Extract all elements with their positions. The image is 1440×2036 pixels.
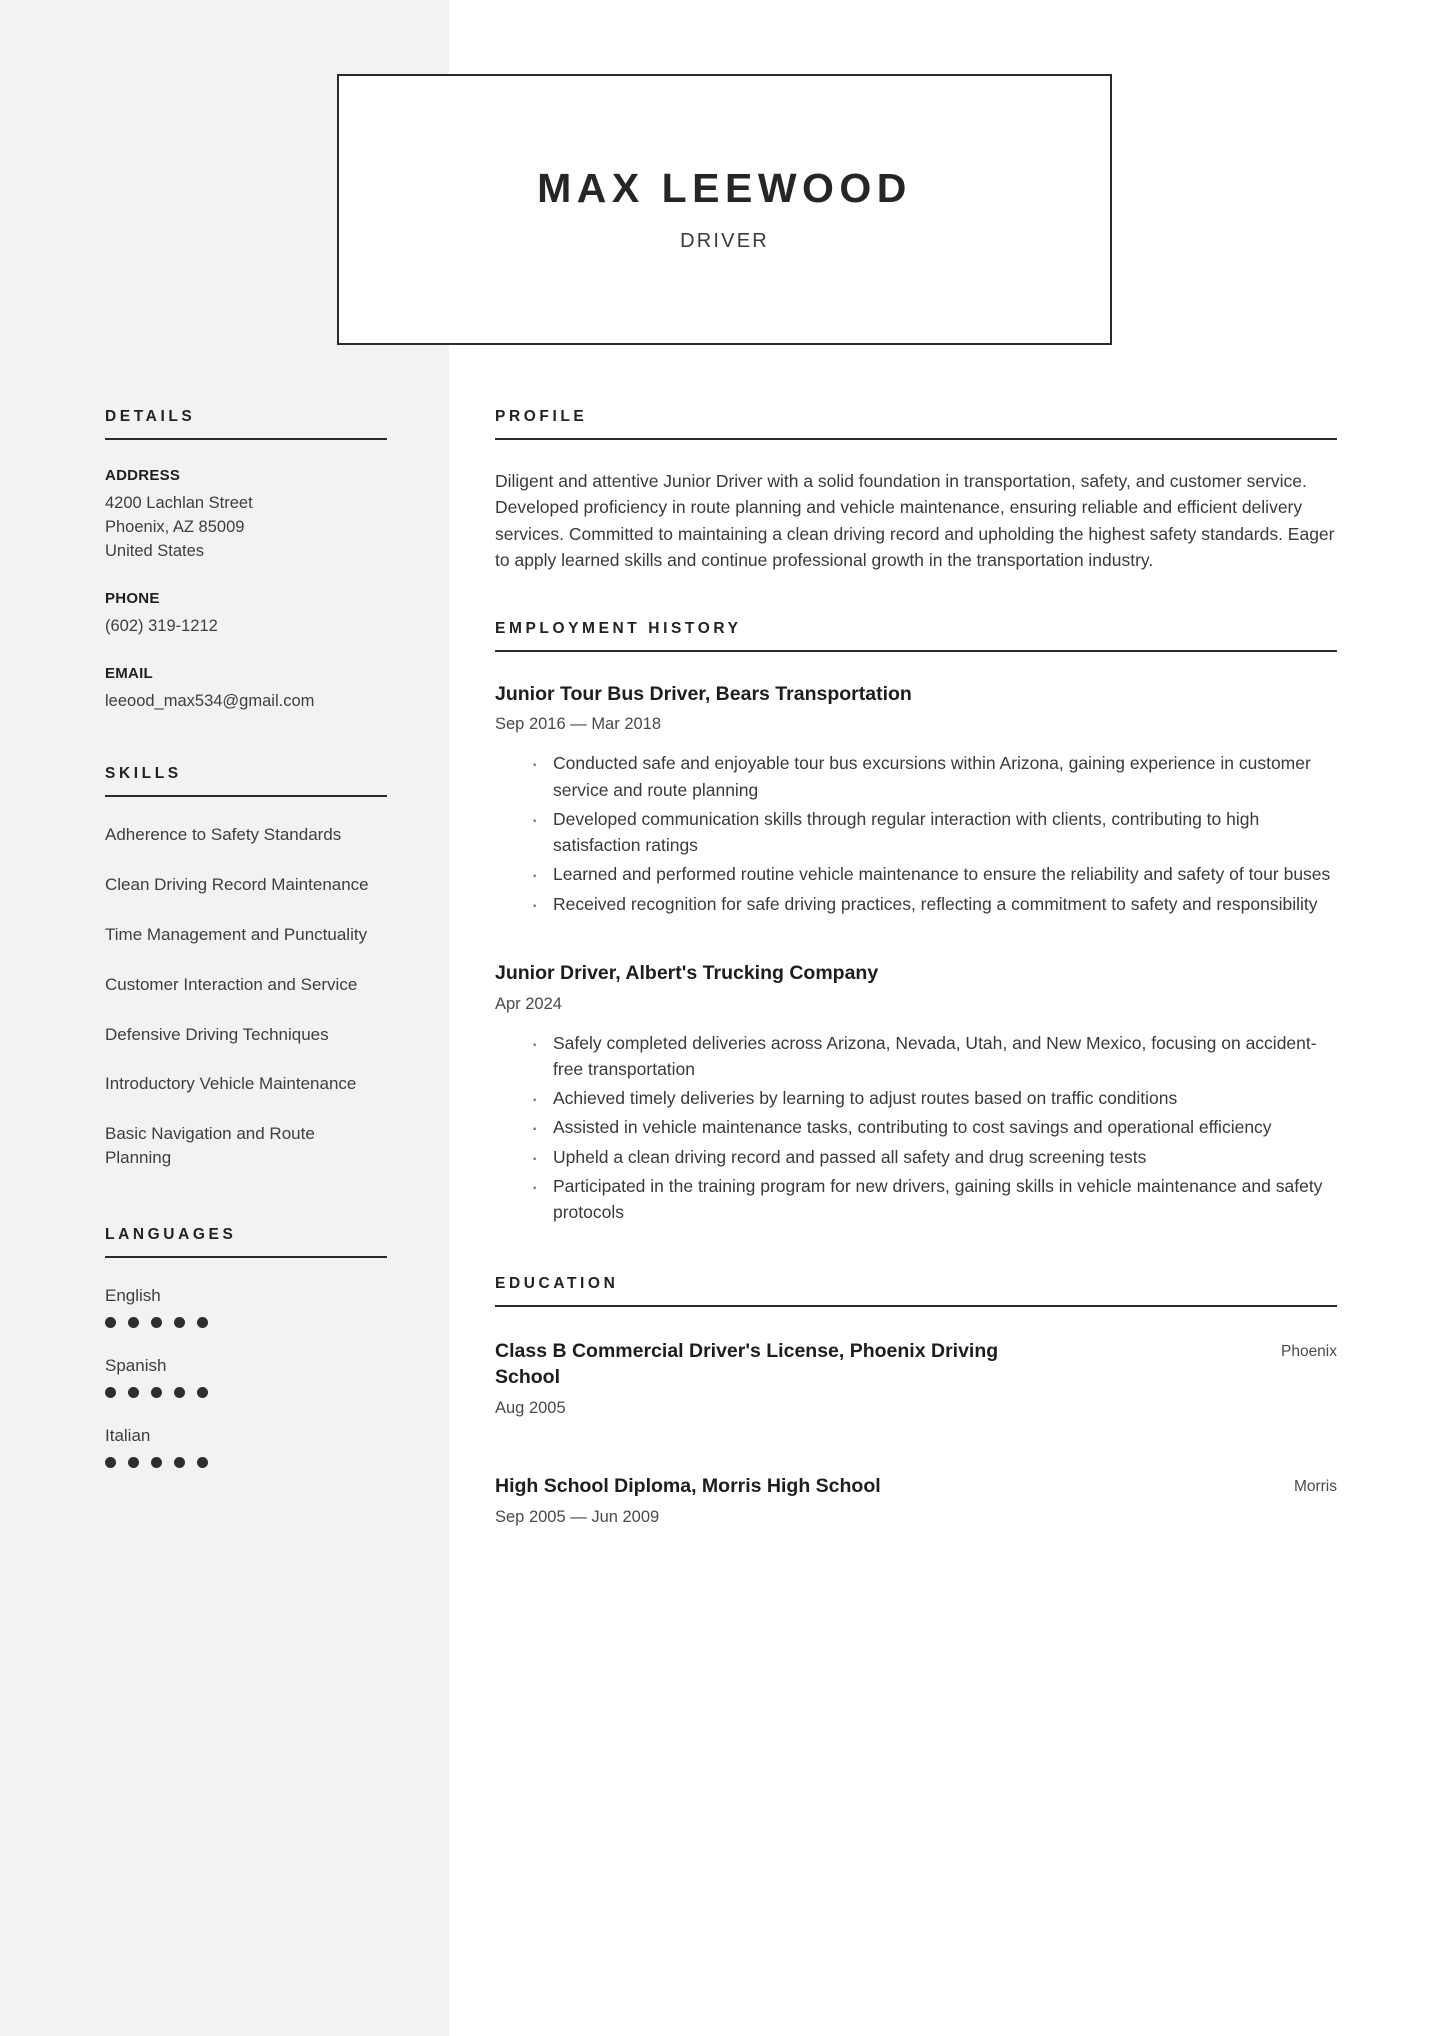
skill-item: Clean Driving Record Maintenance xyxy=(105,875,369,895)
profile-text: Diligent and attentive Junior Driver with a solid foundation in transportation, safety, and customer service. Developed proficiency in route planning and vehicle maintenance, ensuring reliable and efficient delivery services. Committed to maintaining a clean driving record and upholding the highest safety standards. Eager to apply learned skills and continue professional growth in the transportation industry. xyxy=(495,471,1335,571)
detail-group-phone xyxy=(105,590,387,638)
employment-entry-head xyxy=(495,682,1337,708)
proficiency-dot xyxy=(197,1387,208,1398)
education-entry-date: Aug 2005 xyxy=(495,1398,566,1417)
education-entry xyxy=(495,1339,1337,1417)
candidate-name: MAX LEEWOOD xyxy=(537,165,912,212)
bullet-item: · Received recognition for safe driving practices, reflecting a commitment to safety and responsibility xyxy=(531,891,1337,917)
language-level-dots xyxy=(105,1457,387,1468)
languages-divider xyxy=(105,1256,387,1258)
language-name: English xyxy=(105,1285,161,1305)
proficiency-dot xyxy=(174,1317,185,1328)
details-divider xyxy=(105,438,387,440)
sidebar xyxy=(105,408,387,1508)
bullet-item: · Achieved timely deliveries by learning to adjust routes based on traffic conditions xyxy=(531,1085,1337,1111)
language-level-dots xyxy=(105,1387,387,1398)
education-entry-head xyxy=(495,1474,1337,1500)
email-label: EMAIL xyxy=(105,665,153,683)
employment-section xyxy=(495,620,1337,1226)
employment-entry-date: Apr 2024 xyxy=(495,994,562,1013)
proficiency-dot xyxy=(151,1387,162,1398)
language-name: Italian xyxy=(105,1425,151,1445)
bullet-item: · Upheld a clean driving record and passed all safety and drug screening tests xyxy=(531,1144,1337,1170)
proficiency-dot xyxy=(174,1457,185,1468)
detail-group-address xyxy=(105,467,387,563)
details-section xyxy=(105,408,387,713)
languages-section xyxy=(105,1226,387,1468)
employment-entry-title: Junior Tour Bus Driver, Bears Transportation xyxy=(495,682,912,705)
details-heading: DETAILS xyxy=(105,408,196,425)
profile-divider xyxy=(495,438,1337,440)
proficiency-dot xyxy=(197,1457,208,1468)
email-value: leeood_max534@gmail.com xyxy=(105,692,315,711)
skills-heading: SKILLS xyxy=(105,765,182,783)
profile-section xyxy=(495,408,1337,574)
education-section xyxy=(495,1275,1337,1526)
proficiency-dot xyxy=(174,1387,185,1398)
proficiency-dot xyxy=(105,1457,116,1468)
proficiency-dot xyxy=(151,1457,162,1468)
employment-entry xyxy=(495,961,1337,1225)
proficiency-dot xyxy=(128,1457,139,1468)
main-content xyxy=(495,408,1337,1561)
proficiency-dot xyxy=(128,1387,139,1398)
proficiency-dot xyxy=(128,1317,139,1328)
employment-divider xyxy=(495,650,1337,652)
address-line-3: United States xyxy=(105,542,205,561)
language-item xyxy=(105,1356,387,1398)
employment-entry xyxy=(495,682,1337,917)
education-entry xyxy=(495,1474,1337,1527)
employment-entry-date: Sep 2016 — Mar 2018 xyxy=(495,715,662,734)
proficiency-dot xyxy=(197,1317,208,1328)
phone-value: (602) 319-1212 xyxy=(105,617,218,636)
education-entry-location: Morris xyxy=(1293,1477,1337,1495)
education-entry-title: Class B Commercial Driver's License, Phoenix Driving School xyxy=(495,1340,999,1389)
bullet-item: · Participated in the training program for new drivers, gaining skills in vehicle maintenance and safety protocols xyxy=(531,1173,1337,1226)
language-item xyxy=(105,1426,387,1468)
proficiency-dot xyxy=(105,1317,116,1328)
resume-header-box xyxy=(337,74,1112,345)
language-item xyxy=(105,1286,387,1328)
profile-heading: PROFILE xyxy=(495,408,588,425)
proficiency-dot xyxy=(151,1317,162,1328)
skill-item: Adherence to Safety Standards xyxy=(105,825,342,845)
education-entry-location: Phoenix xyxy=(1280,1343,1337,1361)
education-entry-head xyxy=(495,1339,1337,1390)
address-label: ADDRESS xyxy=(105,467,181,484)
proficiency-dot xyxy=(105,1387,116,1398)
employment-entry-head xyxy=(495,961,1337,987)
phone-label: PHONE xyxy=(105,590,160,608)
skill-item: Customer Interaction and Service xyxy=(105,974,358,994)
skills-divider xyxy=(105,795,387,797)
languages-heading: LANGUAGES xyxy=(105,1225,237,1243)
detail-group-email xyxy=(105,665,387,713)
skills-section xyxy=(105,765,387,1169)
candidate-job-title: DRIVER xyxy=(680,229,769,252)
bullet-item: · Safely completed deliveries across Arizona, Nevada, Utah, and New Mexico, focusing on accident-free transportation xyxy=(531,1030,1337,1083)
employment-entry-title: Junior Driver, Albert's Trucking Company xyxy=(495,961,879,984)
address-line-2: Phoenix, AZ 85009 xyxy=(105,518,245,537)
skill-item: Basic Navigation and Route Planning xyxy=(105,1124,315,1167)
bullet-item: · Developed communication skills through regular interaction with clients, contributing to high satisfaction ratings xyxy=(531,806,1337,859)
employment-heading: EMPLOYMENT HISTORY xyxy=(495,619,742,637)
skill-item: Time Management and Punctuality xyxy=(105,924,368,944)
address-line-1: 4200 Lachlan Street xyxy=(105,494,253,512)
education-heading: EDUCATION xyxy=(495,1275,619,1293)
bullet-item: · Assisted in vehicle maintenance tasks, contributing to cost savings and operational efficiency xyxy=(531,1114,1337,1140)
bullet-item: · Conducted safe and enjoyable tour bus excursions within Arizona, gaining experience in customer service and route planning xyxy=(531,750,1337,803)
education-entry-title: High School Diploma, Morris High School xyxy=(495,1474,881,1497)
bullet-item: · Learned and performed routine vehicle maintenance to ensure the reliability and safety of tour buses xyxy=(531,861,1337,887)
skill-item: Introductory Vehicle Maintenance xyxy=(105,1074,357,1094)
skill-item: Defensive Driving Techniques xyxy=(105,1024,329,1044)
employment-entry-bullets xyxy=(495,1030,1337,1226)
education-entry-date: Sep 2005 — Jun 2009 xyxy=(495,1507,660,1526)
education-divider xyxy=(495,1305,1337,1307)
language-name: Spanish xyxy=(105,1355,167,1375)
employment-entry-bullets xyxy=(495,750,1337,917)
language-level-dots xyxy=(105,1317,387,1328)
